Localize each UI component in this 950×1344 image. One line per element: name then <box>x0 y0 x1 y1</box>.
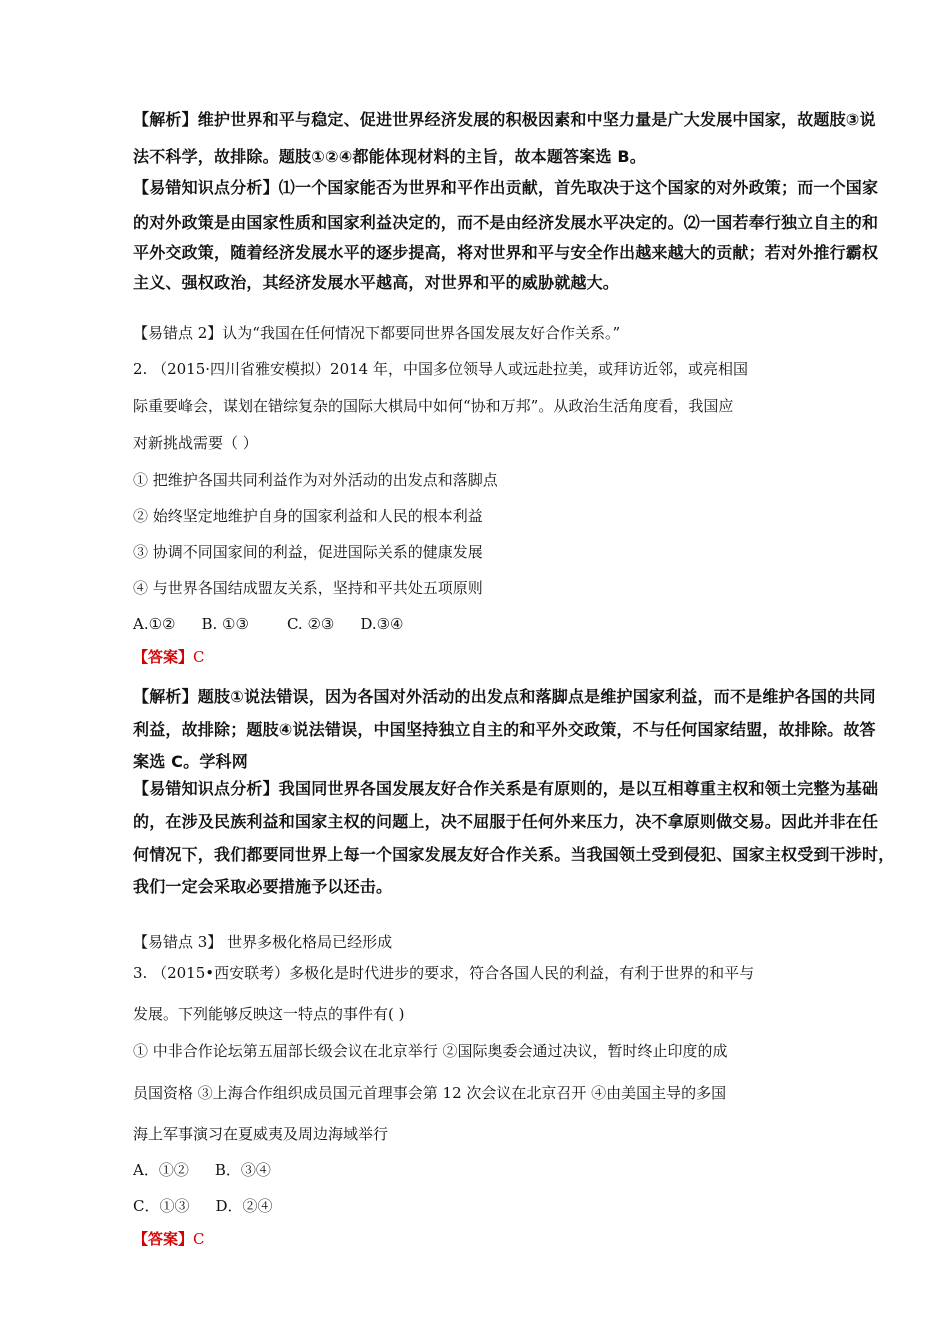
question-2-item-2: ② 始终坚定地维护自身的国家利益和人民的根本利益 <box>133 507 483 525</box>
question-2-stem: 对新挑战需要（ ） <box>133 434 258 452</box>
question-2-stem: 2. （2015·四川省雅安模拟）2014 年，中国多位领导人或远赴拉美，或拜访近邻，或亮相国 <box>133 360 748 378</box>
answer-label: 【答案】 <box>133 1230 194 1248</box>
option-c: C. ②③ <box>286 615 335 633</box>
question-2-stem: 际重要峰会，谋划在错综复杂的国际大棋局中如何“协和万邦”。从政治生活角度看，我国应 <box>133 397 734 415</box>
error-analysis-paragraph-1: 的对外政策是由国家性质和国家利益决定的，而不是由经济发展水平决定的。⑵一国若奉行独立自主的和 <box>133 213 879 232</box>
error-analysis-paragraph-1: 主义、强权政治，其经济发展水平越高，对世界和平的威胁就越大。 <box>133 273 620 292</box>
answer-value: C <box>193 1230 205 1248</box>
option-b: B. ①③ <box>201 615 249 633</box>
question-3-items: 员国资格 ③上海合作组织成员国元首理事会第 12 次会议在北京召开 ④由美国主导的多国 <box>133 1084 727 1102</box>
question-3-stem: 发展。下列能够反映这一特点的事件有( ) <box>133 1005 405 1023</box>
question-2-item-1: ① 把维护各国共同利益作为对外活动的出发点和落脚点 <box>133 471 498 489</box>
error-analysis-paragraph-2: 【易错知识点分析】我国同世界各国发展友好合作关系是有原则的，是以互相尊重主权和领土完整为基础 <box>133 779 879 798</box>
error-point-2-heading: 【易错点 2】认为“我国在任何情况下都要同世界各国发展友好合作关系。” <box>133 324 621 342</box>
question-2-answer <box>133 647 205 667</box>
question-3-stem: 3. （2015•西安联考）多极化是时代进步的要求，符合各国人民的利益，有利于世界的和平与 <box>133 964 755 982</box>
option-b: B．③④ <box>214 1161 271 1179</box>
question-3-items: 海上军事演习在夏威夷及周边海域举行 <box>133 1125 389 1143</box>
error-analysis-paragraph-1: 平外交政策，随着经济发展水平的逐步提高，将对世界和平与安全作出越来越大的贡献；若对外推行霸权 <box>133 243 879 262</box>
option-d: D.③④ <box>360 615 404 633</box>
question-3-items: ① 中非合作论坛第五届部长级会议在北京举行 ②国际奥委会通过决议，暂时终止印度的成 <box>133 1042 728 1060</box>
question-2-item-3: ③ 协调不同国家间的利益，促进国际关系的健康发展 <box>133 543 483 561</box>
error-analysis-paragraph-2: 何情况下，我们都要同世界上每一个国家发展友好合作关系。当我国领土受到侵犯、国家主权受到干涉时， <box>133 845 895 864</box>
error-analysis-paragraph-2: 我们一定会采取必要措施予以还击。 <box>133 877 393 896</box>
option-d: D．②④ <box>215 1197 273 1215</box>
error-point-3-heading: 【易错点 3】 世界多极化格局已经形成 <box>133 933 393 951</box>
answer-value: C <box>193 648 205 666</box>
error-analysis-paragraph-2: 的，在涉及民族利益和国家主权的问题上，决不屈服于任何外来压力，决不拿原则做交易。因此并非在任 <box>133 812 879 831</box>
error-analysis-paragraph-1: 【易错知识点分析】⑴一个国家能否为世界和平作出贡献，首先取决于这个国家的对外政策；而一个国家 <box>133 178 879 197</box>
question-3-answer <box>133 1229 205 1249</box>
analysis-paragraph-2: 利益，故排除；题肢④说法错误，中国坚持独立自主的和平外交政策，不与任何国家结盟，故排除。故答 <box>133 720 876 739</box>
answer-label: 【答案】 <box>133 648 194 666</box>
analysis-paragraph-1: 【解析】维护世界和平与稳定、促进世界经济发展的积极因素和中坚力量是广大发展中国家，故题肢③说 <box>133 110 876 129</box>
question-2-item-4: ④ 与世界各国结成盟友关系，坚持和平共处五项原则 <box>133 579 483 597</box>
option-a: A.①② <box>133 615 176 633</box>
question-2-options <box>133 614 404 634</box>
question-3-options-row-2 <box>133 1196 273 1216</box>
option-a: A．①② <box>133 1161 189 1179</box>
analysis-paragraph-1: 法不科学，故排除。题肢①②④都能体现材料的主旨，故本题答案选 B。 <box>133 147 647 166</box>
option-c: C．①③ <box>133 1197 190 1215</box>
question-3-options-row-1 <box>133 1160 271 1180</box>
analysis-paragraph-2: 【解析】题肢①说法错误，因为各国对外活动的出发点和落脚点是维护国家利益，而不是维护各国的共同 <box>133 687 876 706</box>
analysis-paragraph-2: 案选 C。学科网 <box>133 752 248 771</box>
